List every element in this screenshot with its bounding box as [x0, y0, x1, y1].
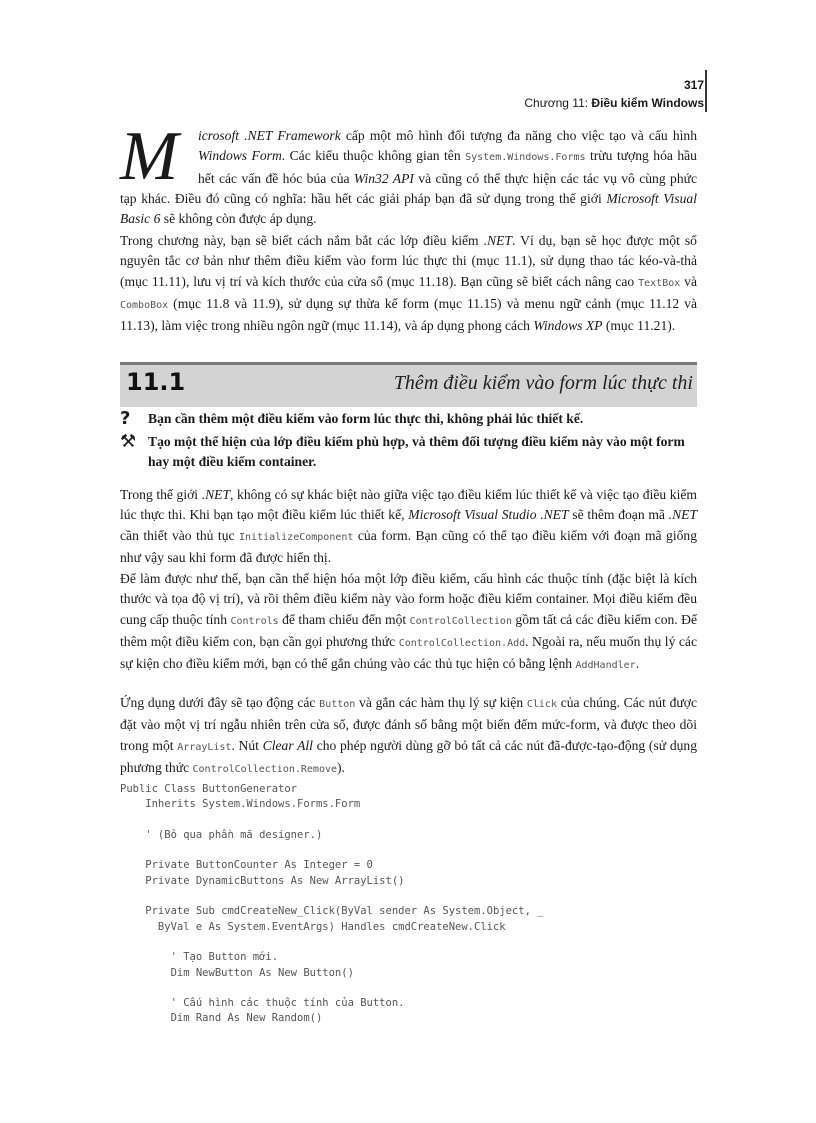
inline-code: Button: [319, 699, 356, 710]
problem-text: Bạn cần thêm một điều kiểm vào form lúc thực thi, không phải lúc thiết kế.: [148, 411, 584, 426]
text: . Nút: [231, 737, 263, 753]
inline-code: ControlCollection.Remove: [192, 763, 338, 775]
text-italic: .NET: [483, 233, 512, 248]
inline-code: InitializeComponent: [239, 531, 354, 543]
body-paragraph-3: [120, 693, 697, 780]
text: . Ngoài ra, nếu muốn thụ lý các sự kiện cho điều kiểm mới, bạn có thể gắn chúng vào các thủ tục hiện có bằng lệnh: [120, 633, 697, 672]
section-title: Thêm điều kiểm vào form lúc thực thi: [393, 372, 693, 394]
page-number: 317: [683, 78, 704, 92]
text: . Ví dụ, bạn sẽ học được một số nguyên tắc cơ bản như thêm điều kiểm vào form lúc thực thi (mục 11.1), sử dụng thao tác kéo-và-thả (mục 11.11), lưu vị trí và kích thước của cửa sổ (mục 11.18). Bạn cũng sẽ biết cách nâng cao: [120, 233, 697, 289]
text: .: [635, 656, 640, 672]
tools-icon: ⚒: [120, 431, 137, 452]
text: để tham chiếu đến một: [278, 611, 410, 627]
inline-code: AddHandler: [575, 660, 636, 672]
inline-code: ControlCollection.Add: [398, 637, 526, 649]
chapter-heading: [524, 94, 704, 112]
problem-statement: [120, 409, 697, 429]
inline-code: System.Windows.Forms: [465, 152, 586, 164]
text: Trong chương này, bạn sẽ biết cách nắm bắt các lớp điều kiểm: [120, 233, 484, 248]
text: sẽ không còn được áp dụng.: [160, 211, 317, 227]
section-banner: [120, 362, 697, 407]
text-italic: icrosoft .NET Framework: [198, 128, 341, 143]
text: Trong thế giới: [120, 487, 202, 502]
inline-code: ArrayList: [177, 741, 232, 753]
code-listing: Public Class ButtonGenerator Inherits System.Windows.Forms.Form ' (Bỏ qua phần mã designer.) Private ButtonCounter As Integer = 0 Private DynamicButtons As New ArrayList() Private Sub cmdCreateNew_Click(ByVal sender As System.Object, _ ByVal e As System.EventArgs) Handles cmdCreateNew.Click ' Tạo Button mới. Dim NewButton As New Button() ' Cấu hình các thuộc tính của Button. Dim Rand As New Random(): [120, 783, 544, 1025]
body-paragraph-2: [120, 569, 697, 676]
body-paragraph-1: [120, 485, 697, 568]
question-icon: ?: [120, 408, 131, 429]
text: cho phép người dùng gỡ bỏ tất cả các nút đã-được-tạo-động (sử dụng phương thức: [120, 737, 698, 775]
intro-paragraph-1: [120, 118, 698, 229]
solution-statement: [120, 432, 697, 473]
chapter-title: Điều kiểm Windows: [591, 96, 704, 110]
text: cấp một mô hình đối tượng đa năng cho việc tạo và cấu hình: [340, 128, 697, 143]
text: (mục 11.21).: [602, 318, 676, 334]
text-italic: Microsoft Visual Basic 6: [120, 190, 697, 227]
text: ).: [337, 759, 345, 775]
text: và cũng có thể thực hiện các tác vụ vô cùng phức tạp khác. Điều đó cũng có nghĩa: hầu hết các giải pháp bạn đã sử dụng trong thế giới: [120, 170, 698, 206]
inline-code: TextBox: [638, 277, 681, 289]
section-number: 11.1: [126, 368, 186, 396]
text: , không có sự khác biệt nào giữa việc tạo điều kiểm lúc thiết kế và việc tạo điều kiểm lúc thực thi. Khi bạn tạo một điều kiểm lúc thiết kế,: [120, 487, 697, 523]
chapter-prefix: Chương 11:: [524, 96, 592, 110]
text: trừu tượng hóa hầu hết các vấn đề hóc búa của: [198, 148, 697, 186]
inline-code: Click: [526, 699, 557, 710]
inline-code: ControlCollection: [409, 615, 512, 627]
text: Để làm được như thế, bạn cần thể hiện hóa một lớp điều kiểm, cấu hình các thuộc tính (đặc biệt là kích thước và tọa độ vị trí), và rồi thêm điều kiểm này vào form hoặc điều kiểm container. Mọi điều kiểm đều cung cấp thuộc tính: [120, 571, 697, 627]
text-italic: Win32 API: [353, 170, 414, 186]
text-italic: .NET: [668, 507, 698, 523]
text-italic: Windows XP: [533, 318, 603, 334]
text-italic: .NET: [201, 487, 231, 502]
dropcap: M: [120, 118, 179, 195]
inline-code: Controls: [230, 615, 279, 627]
inline-code: ComboBox: [120, 299, 169, 311]
text: và: [680, 273, 698, 289]
text-italic: Windows Form: [198, 148, 282, 164]
text: . Các kiểu thuộc không gian tên: [281, 148, 466, 164]
text: của form. Bạn cũng có thể tạo điều kiểm với đoạn mã giống như vậy sau khi form đã được hiển thị.: [120, 527, 697, 565]
text: (mục 11.8 và 11.9), sử dụng sự thừa kế form (mục 11.15) và menu ngữ cảnh (mục 11.12 và 11.13), làm việc trong nhiều ngôn ngữ (mục 11.14), và áp dụng phong cách: [120, 295, 697, 334]
text-italic: Microsoft Visual Studio .NET: [408, 507, 569, 523]
solution-text: Tạo một thể hiện của lớp điều kiểm phù hợp, và thêm đối tượng điều kiểm này vào một form hay một điều kiểm container.: [148, 434, 685, 470]
text: và gắn các hàm thụ lý sự kiện: [355, 695, 527, 710]
text: gồm tất cả các điều kiểm con. Để thêm một điều kiểm con, bạn cần gọi phương thức: [120, 611, 697, 649]
running-header: [524, 76, 704, 112]
intro-paragraph-2: [120, 231, 697, 336]
text-italic: Clear All: [262, 737, 313, 753]
text: sẽ thêm đoạn mã: [568, 507, 669, 523]
text: Ứng dụng dưới đây sẽ tạo động các: [120, 695, 320, 710]
header-rule: [705, 70, 707, 112]
text: của chúng. Các nút được đặt vào một vị trí ngẫu nhiên trên cửa sổ, được đánh số bằng một biến đếm mức-form, và được theo dõi trong một: [120, 695, 698, 753]
text: cần thiết vào thủ tục: [120, 527, 240, 543]
